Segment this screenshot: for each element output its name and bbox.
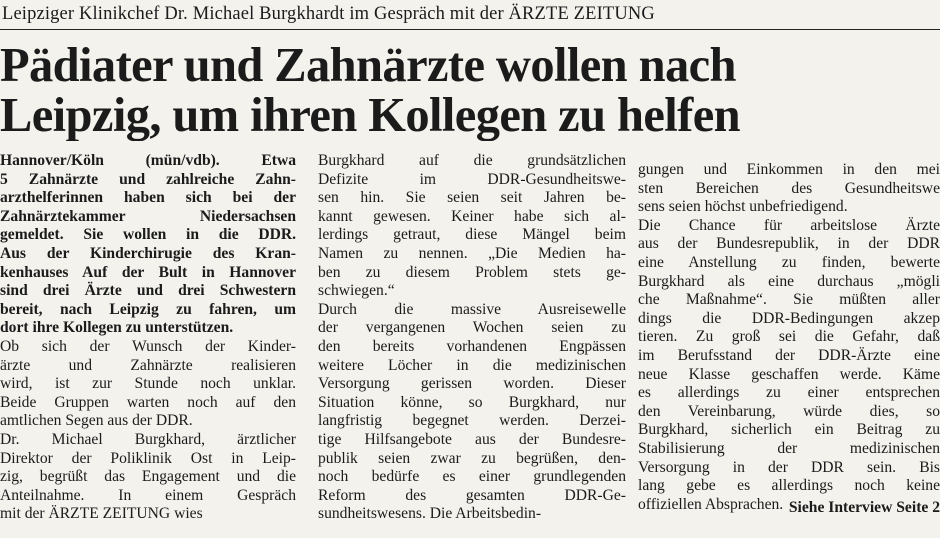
body-text-line: ärzte und Zahnärzte realisieren (0, 356, 296, 374)
body-text-line: wird, ist zur Stunde noch unklar. (0, 375, 296, 393)
body-text-line: Burgkhard als eine durchaus „mögli (638, 272, 940, 290)
body-text-line: den bereits vorhandenen Engpässen (318, 337, 626, 355)
headline-line-1: Pädiater und Zahnärzte wollen nach (0, 41, 736, 92)
body-text-line: Hannover/Köln (mün/vdb). Etwa (0, 152, 296, 169)
body-text-line: Versorgung in der DDR sein. Bis (638, 458, 940, 476)
body-text-line: bereit, nach Leipzig zu fahren, um (0, 300, 296, 318)
body-text-line: Ob sich der Wunsch der Kinder- (0, 337, 296, 355)
body-text-line: dings die DDR-Bedingungen akzep (638, 309, 940, 327)
column-1 (0, 152, 296, 529)
body-text-line: Zahnärztekammer Niedersachsen (0, 207, 296, 225)
column-2 (318, 152, 626, 529)
body-text-line: Aus der Kinderchirugie des Kran- (0, 244, 296, 262)
body-text-line: neue Klasse geschaffen werde. Käme (638, 365, 940, 383)
body-text-line: Stabilisierung der medizinischen (638, 439, 940, 457)
body-text-line: zig, begrüßt das Engagement und die (0, 468, 296, 486)
body-text-line: kannt gewesen. Keiner habe sich al- (318, 207, 626, 225)
body-text-line: Anteilnahme. In einem Gespräch (0, 486, 296, 504)
body-text-line: tige Hilfsangebote aus der Bundesre- (318, 430, 626, 448)
body-text-line: sundheitswesens. Die Arbeitsbedin- (318, 505, 542, 523)
body-text-line: Direktor der Poliklinik Ost in Leip- (0, 449, 296, 467)
body-text-line: Namen zu nennen. „Die Medien ha- (318, 244, 626, 262)
body-text-line: aus der Bundesrepublik, in der DDR (638, 235, 940, 253)
body-text-line: amtlichen Segen aus der DDR. (0, 412, 193, 430)
body-text-line: den Vereinbarung, würde dies, so (638, 402, 940, 420)
body-text-line: Beide Gruppen warten noch auf den (0, 393, 296, 411)
body-text-line: gemeldet. Sie wollen in die DDR. (0, 226, 296, 244)
body-text-line: dort ihre Kollegen zu unterstützen. (0, 319, 234, 337)
body-text-line: gungen und Einkommen in den mei (638, 161, 940, 178)
body-text-line: sind drei Ärzte und drei Schwestern (0, 282, 296, 300)
body-text-line: mit der ÄRZTE ZEITUNG wies (0, 505, 203, 523)
body-text-line: che Maßnahme“. Sie müßten aller (638, 291, 940, 309)
footer-reference: Siehe Interview Seite 2 (788, 499, 940, 516)
body-text-line: kenhauses Auf der Bult in Hannover (0, 263, 296, 281)
body-text-line: Reform des gesamten DDR-Ge- (318, 486, 626, 504)
body-text-line: sen hin. Sie seien seit Jahren be- (318, 189, 626, 207)
body-text-line: es allerdings zu einer entsprechen (638, 384, 940, 402)
body-text-line: Die Chance für arbeitslose Ärzte (638, 216, 940, 234)
body-text-line: Versorgung gerissen worden. Dieser (318, 375, 626, 393)
kicker-rule (0, 29, 940, 30)
body-text-line: Dr. Michael Burgkhard, ärztlicher (0, 430, 296, 448)
body-text-line: tieren. Zu groß sei die Gefahr, daß (638, 328, 940, 346)
body-text-line: publik seien zwar zu begrüßen, den- (318, 449, 626, 467)
body-text-line: der vergangenen Wochen seien zu (318, 319, 626, 337)
body-text-line: weitere Löcher in die medizinischen (318, 356, 626, 374)
body-text-line: ben zu diesem Problem stets ge- (318, 263, 626, 281)
body-text-line: im Berufsstand der DDR-Ärzte eine (638, 346, 940, 364)
body-text-line: langfristig begegnet werden. Derzei- (318, 412, 626, 430)
column-3 (638, 161, 940, 538)
body-text-line: 5 Zahnärzte und zahlreiche Zahn- (0, 170, 296, 188)
body-text-line: Situation könne, so Burgkhard, nur (318, 393, 626, 411)
body-text-line: sten Bereichen des Gesundheitswe (638, 179, 940, 197)
body-text-line: lerdings getraut, diese Mängel beim (318, 226, 626, 244)
body-text-line: noch bedürfe es einer grundlegenden (318, 468, 626, 486)
body-text-line: lang gebe es allerdings noch keine (638, 477, 940, 495)
body-text-line: Durch die massive Ausreisewelle (318, 300, 626, 318)
body-text-line: Defizite im DDR-Gesundheitswe- (318, 170, 626, 188)
body-text-line: schwiegen.“ (318, 282, 395, 300)
body-text-line: eine Anstellung zu finden, bewerte (638, 253, 940, 271)
headline-line-2: Leipzig, um ihren Kollegen zu helfen (0, 89, 741, 141)
body-text-line: arzthelferinnen haben sich bei der (0, 189, 296, 207)
headline (0, 41, 940, 141)
body-text-line: Burgkhard auf die grundsätzlichen (318, 152, 626, 169)
body-text-line: sens seien höchst unbefriedigend. (638, 198, 848, 216)
kicker-line: Leipziger Klinikchef Dr. Michael Burgkhardt im Gespräch mit der ÄRZTE ZEITUNG (2, 4, 655, 24)
body-text-line: Burgkhard, sicherlich ein Beitrag zu (638, 421, 940, 439)
body-text-line: offiziellen Absprachen. (638, 495, 784, 513)
